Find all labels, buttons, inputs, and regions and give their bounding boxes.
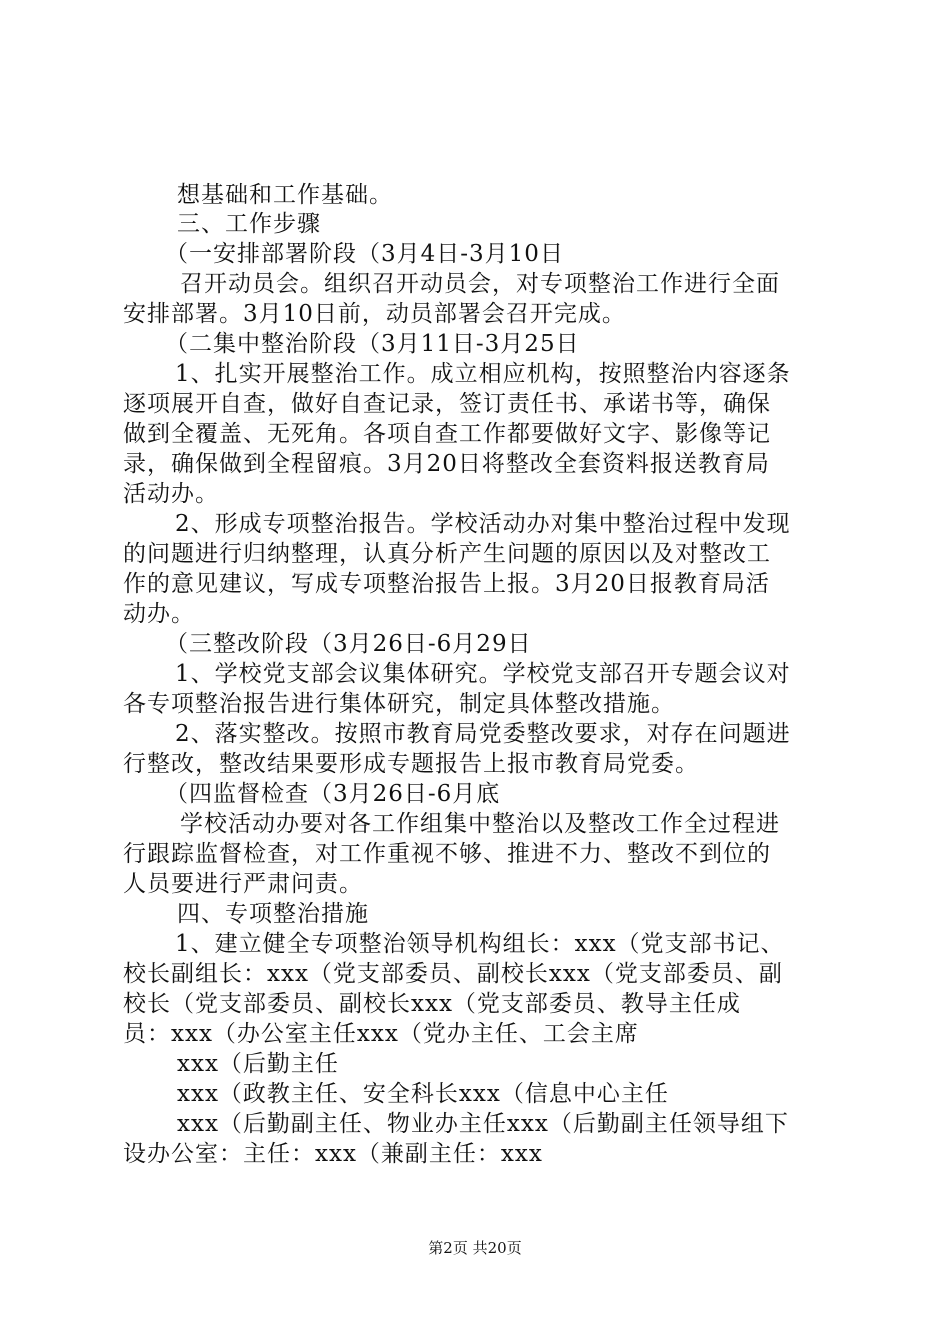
subsection-heading: （一安排部署阶段（3月4日-3月10日 [165, 241, 564, 267]
page-number-footer: 第2页 共20页 [428, 1239, 522, 1257]
subsection-heading: （三整改阶段（3月26日-6月29日 [165, 631, 532, 657]
text-line: 学校活动办要对各工作组集中整治以及整改工作全过程进 [180, 811, 780, 837]
text-line: 召开动员会。组织召开动员会，对专项整治工作进行全面 [180, 271, 780, 297]
text-line: 校长副组长：xxx（党支部委员、副校长xxx（党支部委员、副 [123, 961, 783, 987]
text-line: 2、落实整改。按照市教育局党委整改要求，对存在问题进 [175, 721, 791, 747]
text-line: 做到全覆盖、无死角。各项自查工作都要做好文字、影像等记 [123, 421, 771, 447]
text-line: 1、扎实开展整治工作。成立相应机构，按照整治内容逐条 [175, 361, 791, 387]
subsection-heading: （四监督检查（3月26日-6月底 [165, 781, 501, 807]
text-line: 活动办。 [123, 481, 219, 507]
text-line: xxx（政教主任、安全科长xxx（信息中心主任 [177, 1081, 669, 1107]
text-line: 录，确保做到全程留痕。3月20日将整改全套资料报送教育局 [123, 451, 770, 477]
text-line: 行跟踪监督检查，对工作重视不够、推进不力、整改不到位的 [123, 841, 771, 867]
text-line: 2、形成专项整治报告。学校活动办对集中整治过程中发现 [175, 511, 791, 537]
text-line: 1、建立健全专项整治领导机构组长：xxx（党支部书记、 [175, 931, 785, 957]
subsection-heading: （二集中整治阶段（3月11日-3月25日 [165, 331, 580, 357]
text-line: xxx（后勤主任 [177, 1051, 339, 1077]
section-heading: 三、工作步骤 [177, 211, 321, 237]
text-line: 人员要进行严肃问责。 [123, 871, 363, 897]
text-line: 作的意见建议，写成专项整治报告上报。3月20日报教育局活 [123, 571, 770, 597]
text-line: 安排部署。3月10日前，动员部署会召开完成。 [123, 301, 626, 327]
text-line: 1、学校党支部会议集体研究。学校党支部召开专题会议对 [175, 661, 791, 687]
text-line: 员：xxx（办公室主任xxx（党办主任、工会主席 [123, 1021, 639, 1047]
text-line: 动办。 [123, 601, 195, 627]
text-line: 想基础和工作基础。 [177, 182, 393, 208]
text-line: 校长（党支部委员、副校长xxx（党支部委员、教导主任成 [123, 991, 741, 1017]
text-line: 的问题进行归纳整理，认真分析产生问题的原因以及对整改工 [123, 541, 771, 567]
text-line: xxx（后勤副主任、物业办主任xxx（后勤副主任领导组下 [177, 1111, 789, 1137]
text-line: 逐项展开自查，做好自查记录，签订责任书、承诺书等，确保 [123, 391, 771, 417]
text-line: 行整改，整改结果要形成专题报告上报市教育局党委。 [123, 751, 699, 777]
text-line: 设办公室：主任：xxx（兼副主任：xxx [123, 1141, 543, 1167]
text-line: 各专项整治报告进行集体研究，制定具体整改措施。 [123, 691, 675, 717]
section-heading: 四、专项整治措施 [177, 901, 369, 927]
